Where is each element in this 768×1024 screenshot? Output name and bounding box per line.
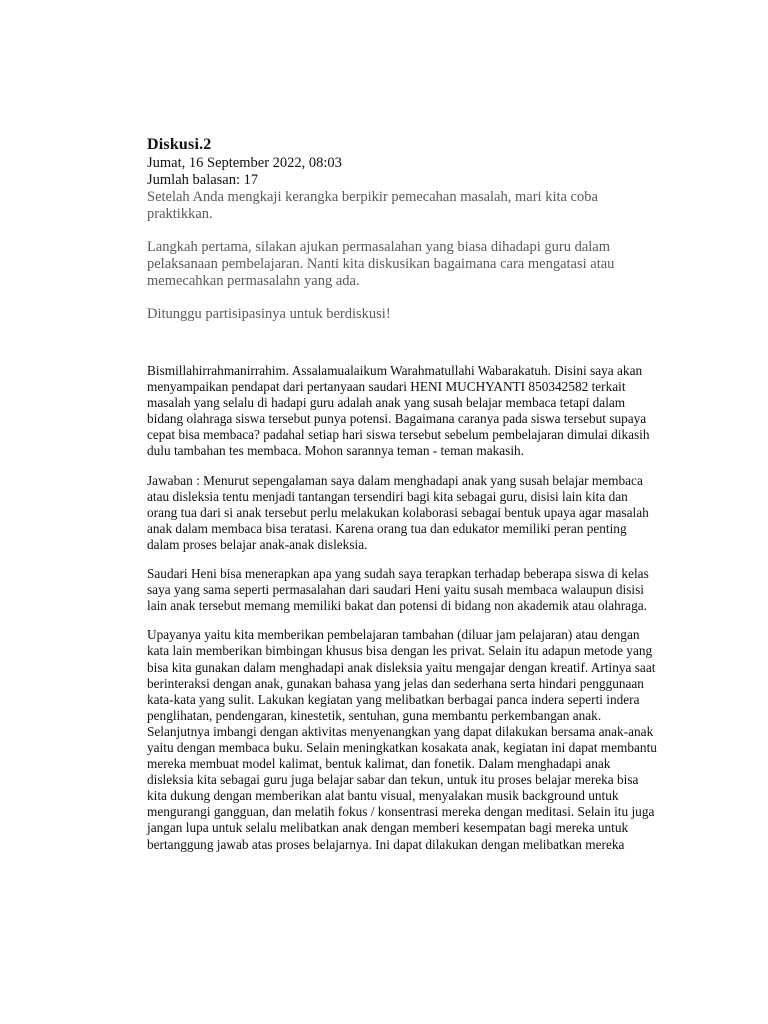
prompt-paragraph: Setelah Anda mengkaji kerangka berpikir pemecahan masalah, mari kita coba praktikkan. [147, 189, 598, 222]
reply-count: Jumlah balasan: 17 [147, 172, 259, 188]
reply-paragraph: Bismillahirrahmanirrahim. Assalamualaikum Warahmatullahi Wabarakatuh. Disini saya akan menyampaikan pendapat dari pertanyaan saudari HENI MUCHYANTI 850342582 terkait masalah yang selalu di hadapi guru adalah anak yang susah belajar membaca tetapi dalam bidang olahraga siswa tersebut punya potensi. Bagaimana caranya pada siswa tersebut supaya cepat bisa membaca? padahal setiap hari siswa tersebut sebelum pembelajaran dimulai dikasih dulu tambahan tes membaca. Mohon sarannya teman - teman makasih. [147, 363, 650, 459]
post-title: Diskusi.2 [147, 136, 212, 153]
document-page [147, 135, 657, 866]
reply-paragraph: Jawaban : Menurut sepengalaman saya dalam menghadapi anak yang susah belajar membaca atau disleksia tentu menjadi tantangan tersendiri bagi kita sebagai guru, disisi lain kita dan orang tua dari si anak tersebut perlu melakukan kolaborasi sebagai bentuk upaya agar masalah anak dalam membaca bisa teratasi. Karena orang tua dan edukator memiliki peran penting dalam proses belajar anak-anak disleksia. [147, 472, 649, 552]
reply-paragraph: Saudari Heni bisa menerapkan apa yang sudah saya terapkan terhadap beberapa siswa di kelas saya yang sama seperti permasalahan dari saudari Heni yaitu susah membaca walaupun disisi lain anak tersebut memang memiliki bakat dan potensi di bidang non akademik atau olahraga. [147, 566, 649, 614]
reply-paragraph: Upayanya yaitu kita memberikan pembelajaran tambahan (diluar jam pelajaran) atau dengan kata lain memberikan bimbingan khusus bisa dengan les privat. Selain itu adapun metode yang bisa kita gunakan dalam menghadapi anak disleksia yaitu mengajar dengan kreatif. Artinya saat berinteraksi dengan anak, gunakan bahasa yang jelas dan sederhana serta hindari penggunaan kata-kata yang sulit. Lakukan kegiatan yang melibatkan berbagai panca indera seperti indera penglihatan, pendengaran, kinestetik, sentuhan, guna membantu perkembangan anak. Selanjutnya imbangi dengan aktivitas menyenangkan yang dapat dilakukan bersama anak-anak yaitu dengan membaca buku. Selain meningkatkan kosakata anak, kegiatan ini dapat membantu mereka membuat model kalimat, bentuk kalimat, dan fonetik. Dalam menghadapi anak disleksia kita sebagai guru juga belajar sabar dan tekun, untuk itu proses belajar mereka bisa kita dukung dengan memberikan alat bantu visual, menyalakan musik background untuk mengurangi gangguan, dan melatih fokus / konsentrasi mereka dengan meditasi. Selain itu juga jangan lupa untuk selalu melibatkan anak dengan memberi kesempatan bagi mereka untuk bertanggung jawab atas proses belajarnya. Ini dapat dilakukan dengan melibatkan mereka [147, 627, 657, 852]
prompt-paragraph: Langkah pertama, silakan ajukan permasalahan yang biasa dihadapi guru dalam pelaksanaan pembelajaran. Nanti kita diskusikan bagaimana cara mengatasi atau memecahkan permasalahn yang ada. [147, 239, 615, 289]
post-date: Jumat, 16 September 2022, 08:03 [147, 155, 342, 171]
reply-body [147, 363, 657, 853]
post-prompt [147, 189, 657, 323]
prompt-paragraph: Ditunggu partisipasinya untuk berdiskusi! [147, 306, 391, 322]
